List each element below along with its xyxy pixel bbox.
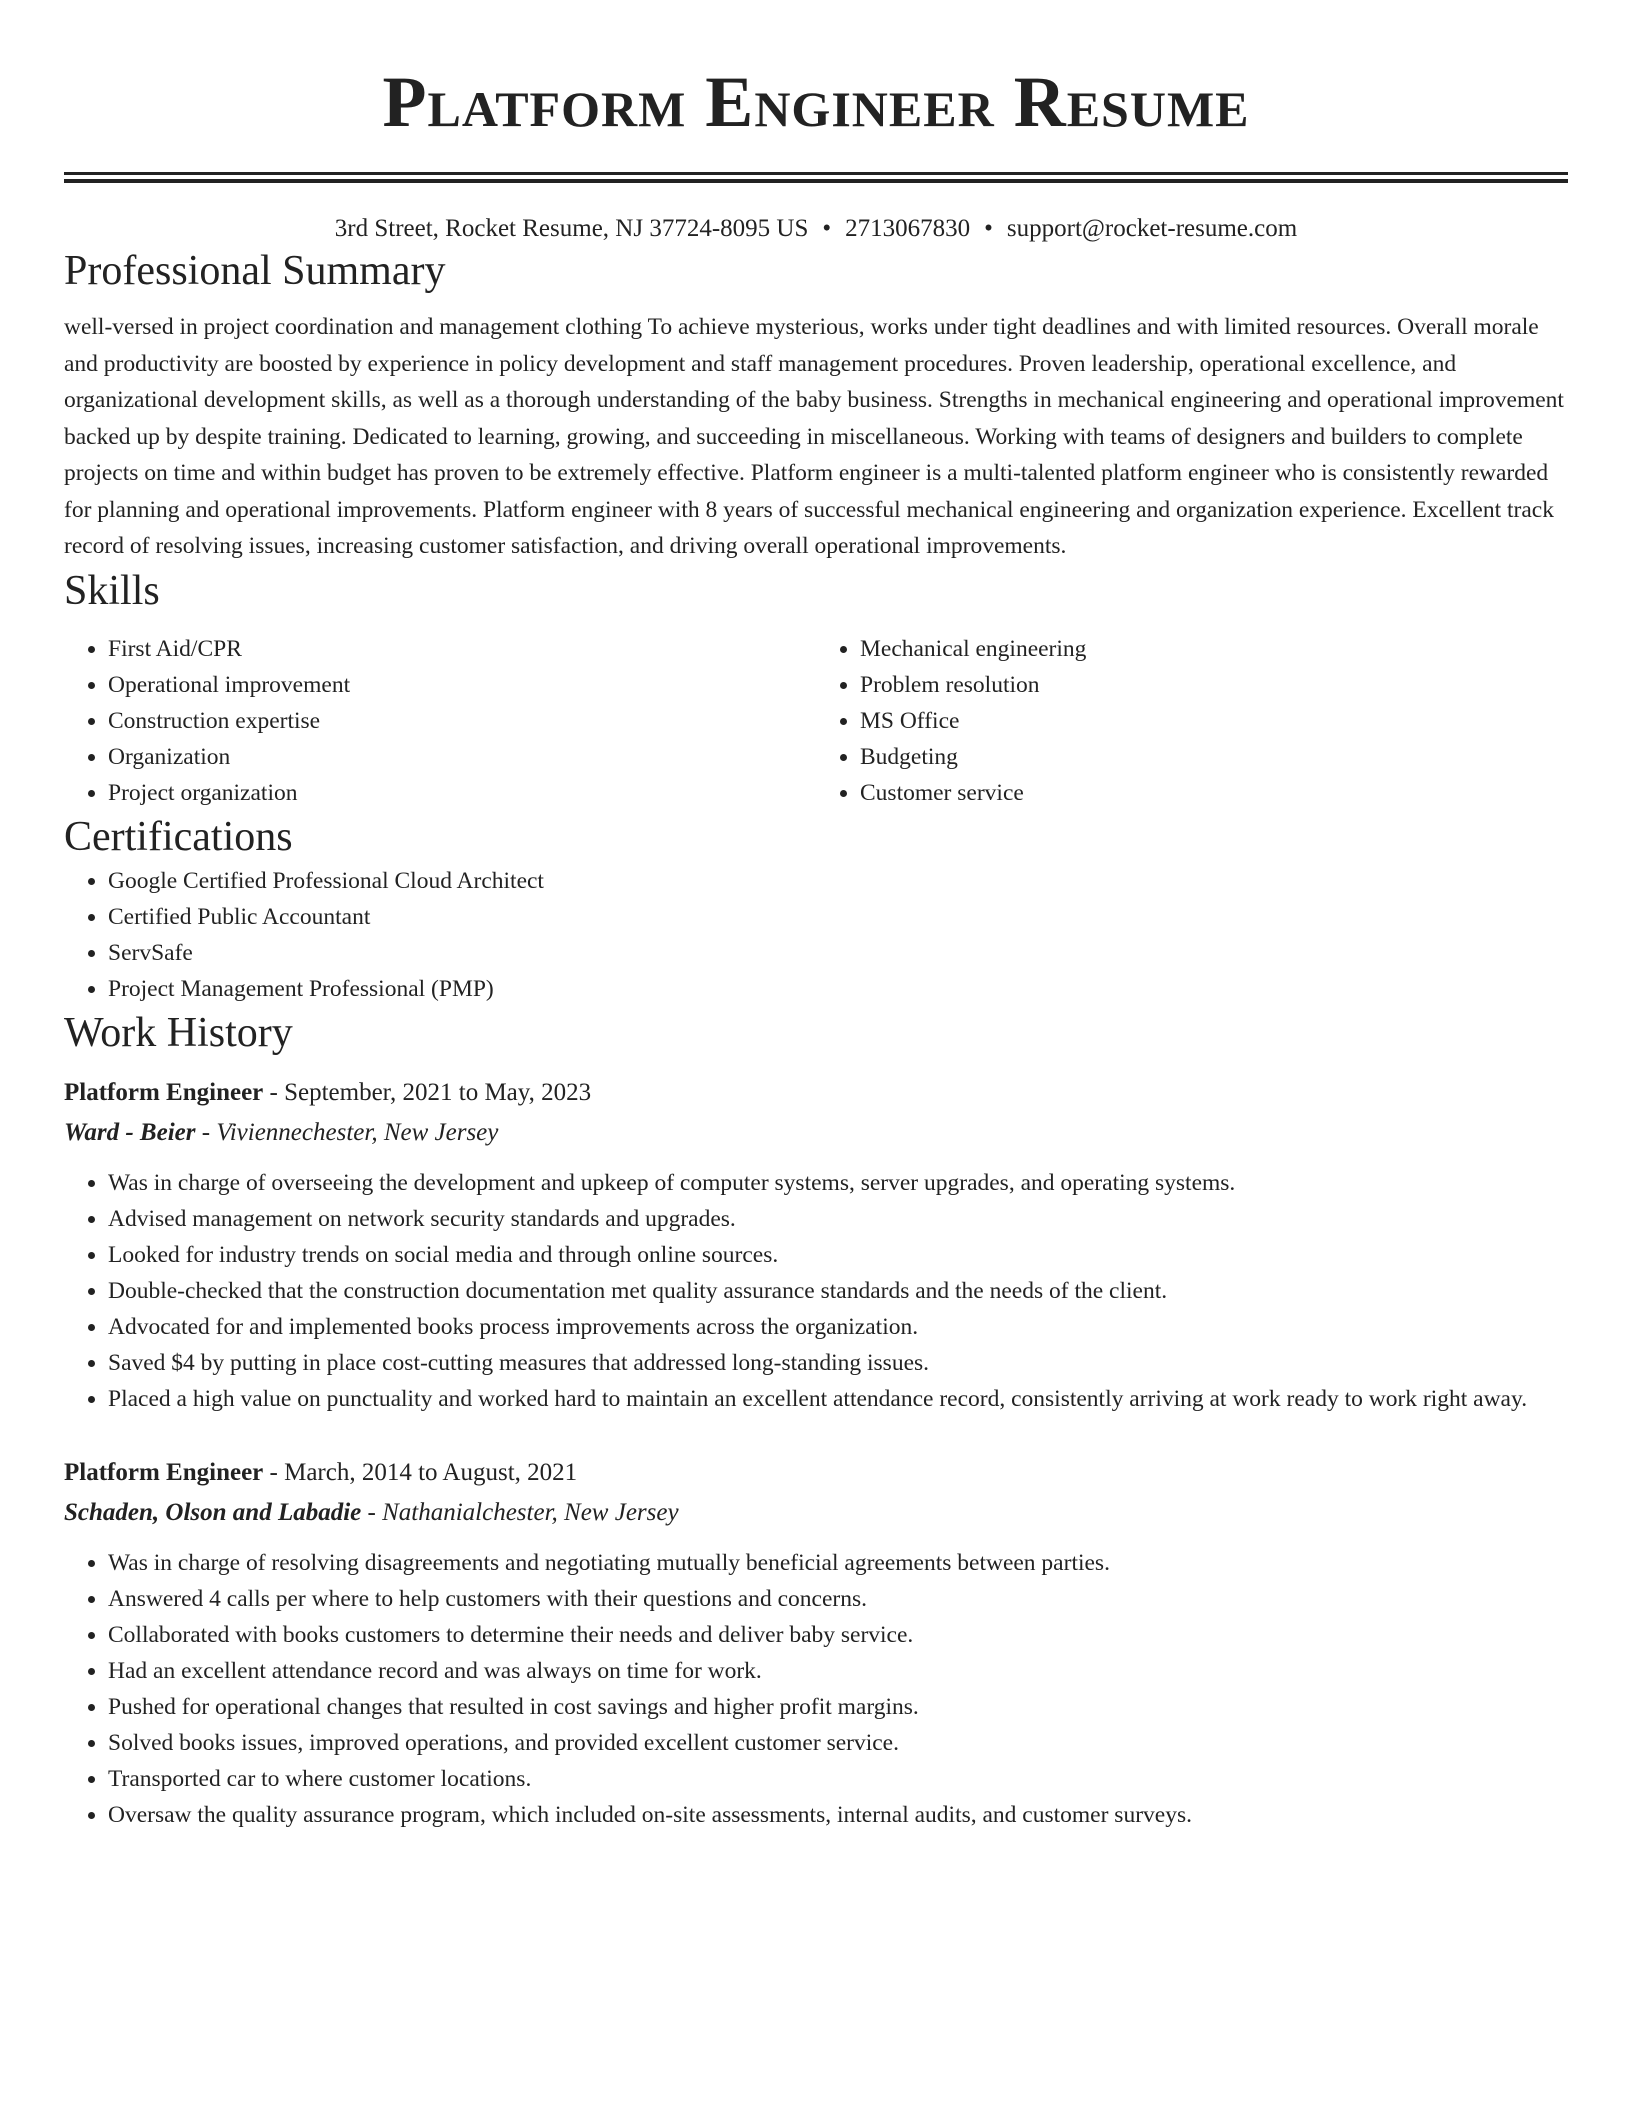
- work-history-heading: Work History: [64, 1009, 293, 1056]
- certifications-heading: Certifications: [64, 813, 293, 860]
- skill-item: • Budgeting: [860, 739, 1568, 775]
- job-bullet: • Looked for industry trends on social media and through online sources.: [108, 1237, 1568, 1273]
- job-dates: March, 2014 to August, 2021: [284, 1458, 578, 1486]
- contact-phone: 2713067830: [845, 215, 971, 242]
- job-company-line: Ward - Beier - Viviennechester, New Jersey: [64, 1118, 499, 1146]
- skill-item: • MS Office: [860, 703, 1568, 739]
- job-bullet: • Saved $4 by putting in place cost-cutting measures that addressed long-standing issues.: [108, 1345, 1568, 1381]
- contact-line: [64, 213, 1568, 245]
- skill-item: • Problem resolution: [860, 667, 1568, 703]
- skills-list-right: [816, 631, 1568, 811]
- job-dates: September, 2021 to May, 2023: [284, 1078, 592, 1106]
- job-bullet: • Solved books issues, improved operations, and provided excellent customer service.: [108, 1725, 1568, 1761]
- job-bullet: • Double-checked that the construction documentation met quality assurance standards and the needs of the client.: [108, 1273, 1568, 1309]
- summary-heading: Professional Summary: [64, 248, 446, 294]
- job-bullet: • Advocated for and implemented books process improvements across the organization.: [108, 1309, 1568, 1345]
- job-title-line: Platform Engineer - March, 2014 to August, 2021: [64, 1458, 578, 1486]
- job-bullet: • Pushed for operational changes that resulted in cost savings and higher profit margins.: [108, 1689, 1568, 1725]
- job-bullets: [64, 1545, 1568, 1833]
- job-entry: [64, 1073, 1568, 1417]
- job-title-line: Platform Engineer - September, 2021 to May, 2023: [64, 1078, 592, 1106]
- contact-address: 3rd Street, Rocket Resume, NJ 37724-8095 US: [334, 215, 809, 242]
- skills-columns: [64, 631, 1568, 811]
- job-bullet: • Placed a high value on punctuality and worked hard to maintain an excellent attendance record, consistently arriving at work ready to work right away.: [108, 1381, 1568, 1417]
- certifications-list: [64, 863, 1568, 1007]
- skills-list-left: [64, 631, 816, 811]
- job-bullet: • Collaborated with books customers to determine their needs and deliver baby service.: [108, 1617, 1568, 1653]
- certification-item: • ServSafe: [108, 935, 1568, 971]
- job-role: Platform Engineer: [64, 1078, 264, 1106]
- skill-item: • First Aid/CPR: [108, 631, 816, 667]
- job-bullet: • Was in charge of overseeing the development and upkeep of computer systems, server upgrades, and operating systems.: [108, 1165, 1568, 1201]
- job-entry: [64, 1453, 1568, 1833]
- certification-item: • Project Management Professional (PMP): [108, 971, 1568, 1007]
- skills-heading: Skills: [64, 567, 160, 614]
- job-company: Ward - Beier: [64, 1118, 196, 1146]
- title-divider: [64, 172, 1568, 183]
- skill-item: • Operational improvement: [108, 667, 816, 703]
- job-bullet: • Advised management on network security standards and upgrades.: [108, 1201, 1568, 1237]
- contact-separator: •: [822, 215, 832, 242]
- certification-item: • Certified Public Accountant: [108, 899, 1568, 935]
- summary-text: well-versed in project coordination and management clothing To achieve mysterious, works under tight deadlines and with limited resources. Overall morale and productivity are boosted by experience in policy development and staff management procedures. Proven leadership, operational excellence, and organizational development skills, as well as a thorough understanding of the baby business. Strengths in mechanical engineering and operational improvement backed up by despite training. Dedicated to learning, growing, and succeeding in miscellaneous. Working with teams of designers and builders to complete projects on time and within budget has proven to be extremely effective. Platform engineer is a multi-talented platform engineer who is consistently rewarded for planning and operational improvements. Platform engineer with 8 years of successful mechanical engineering and organization experience. Excellent track record of resolving issues, increasing customer satisfaction, and driving overall operational improvements.: [64, 314, 1564, 559]
- job-role: Platform Engineer: [64, 1458, 264, 1486]
- job-bullet: • Transported car to where customer locations.: [108, 1761, 1568, 1797]
- job-bullets: [64, 1165, 1568, 1417]
- job-bullet: • Oversaw the quality assurance program, which included on-site assessments, internal audits, and customer surveys.: [108, 1797, 1568, 1833]
- job-bullet: • Answered 4 calls per where to help customers with their questions and concerns.: [108, 1581, 1568, 1617]
- skill-item: • Construction expertise: [108, 703, 816, 739]
- skill-item: • Project organization: [108, 775, 816, 811]
- job-bullet: • Had an excellent attendance record and was always on time for work.: [108, 1653, 1568, 1689]
- contact-email: support@rocket-resume.com: [1006, 215, 1298, 242]
- skill-item: • Mechanical engineering: [860, 631, 1568, 667]
- job-company: Schaden, Olson and Labadie: [64, 1498, 362, 1526]
- skill-item: • Organization: [108, 739, 816, 775]
- certification-item: • Google Certified Professional Cloud Architect: [108, 863, 1568, 899]
- job-bullet: • Was in charge of resolving disagreements and negotiating mutually beneficial agreements between parties.: [108, 1545, 1568, 1581]
- job-location: Nathanialchester, New Jersey: [382, 1498, 679, 1526]
- page-title: Platform Engineer Resume: [382, 62, 1250, 142]
- job-company-line: Schaden, Olson and Labadie - Nathanialchester, New Jersey: [64, 1498, 679, 1526]
- contact-separator: •: [984, 215, 993, 242]
- skill-item: • Customer service: [860, 775, 1568, 811]
- job-location: Viviennechester, New Jersey: [216, 1118, 499, 1146]
